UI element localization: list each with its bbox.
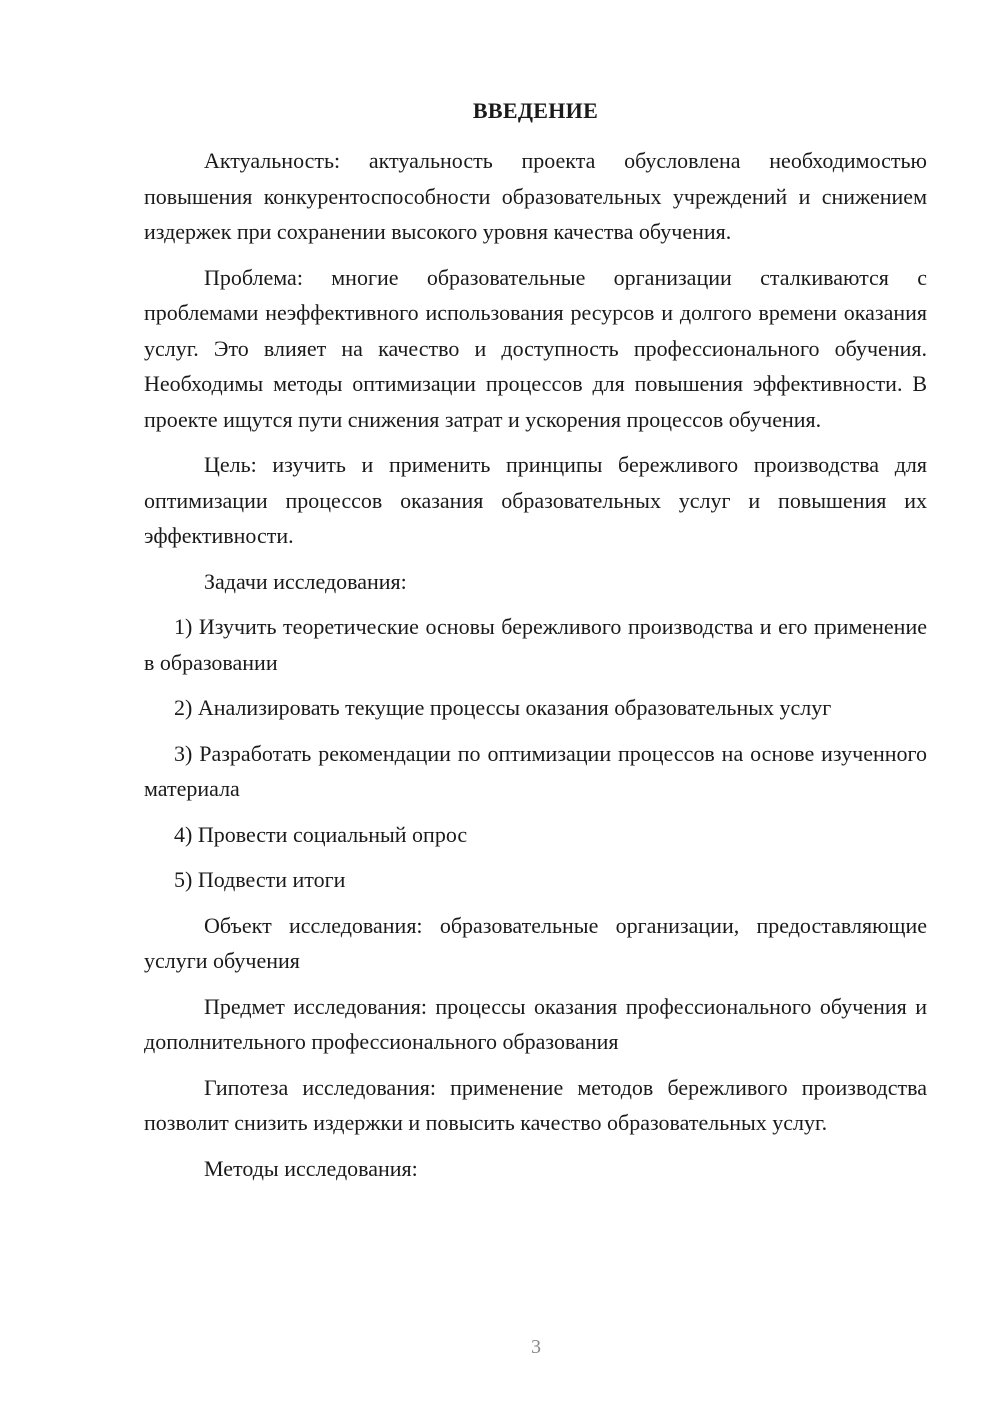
- paragraph-problem: Проблема: многие образовательные организации сталкиваются с проблемами неэффективного использования ресурсов и долгого времени оказания услуг. Это влияет на качество и доступность профессионального обучения. Необходимы методы оптимизации процессов для повышения эффективности. В проекте ищутся пути снижения затрат и ускорения процессов обучения.: [144, 264, 927, 432]
- paragraph-goal: Цель: изучить и применить принципы бережливого производства для оптимизации процессов оказания образовательных услуг и повышения их эффективности.: [144, 452, 927, 548]
- document-body: [144, 143, 927, 1196]
- paragraph-relevance: Актуальность: актуальность проекта обусловлена необходимостью повышения конкурентоспособности образовательных учреждений и снижением издержек при сохранении высокого уровня качества обучения.: [144, 148, 927, 244]
- paragraph-subject: Предмет исследования: процессы оказания профессионального обучения и дополнительного профессионального образования: [144, 993, 927, 1054]
- paragraph-hypothesis: Гипотеза исследования: применение методов бережливого производства позволит снизить издержки и повысить качество образовательных услуг.: [144, 1074, 927, 1135]
- task-item-2: 2) Анализировать текущие процессы оказания образовательных услуг: [174, 695, 832, 720]
- task-item-1: 1) Изучить теоретические основы бережливого производства и его применение в образовании: [144, 614, 927, 675]
- page-number: 3: [531, 1336, 541, 1358]
- paragraph-tasks-heading: Задачи исследования:: [204, 568, 407, 594]
- document-title: ВВЕДЕНИЕ: [472, 98, 599, 123]
- task-item-4: 4) Провести социальный опрос: [174, 821, 468, 847]
- task-item-3: 3) Разработать рекомендации по оптимизации процессов на основе изученного материала: [144, 740, 927, 801]
- paragraph-methods-heading: Методы исследования:: [204, 1155, 418, 1181]
- paragraph-object: Объект исследования: образовательные организации, предоставляющие услуги обучения: [144, 912, 927, 973]
- task-item-5: 5) Подвести итоги: [174, 867, 346, 892]
